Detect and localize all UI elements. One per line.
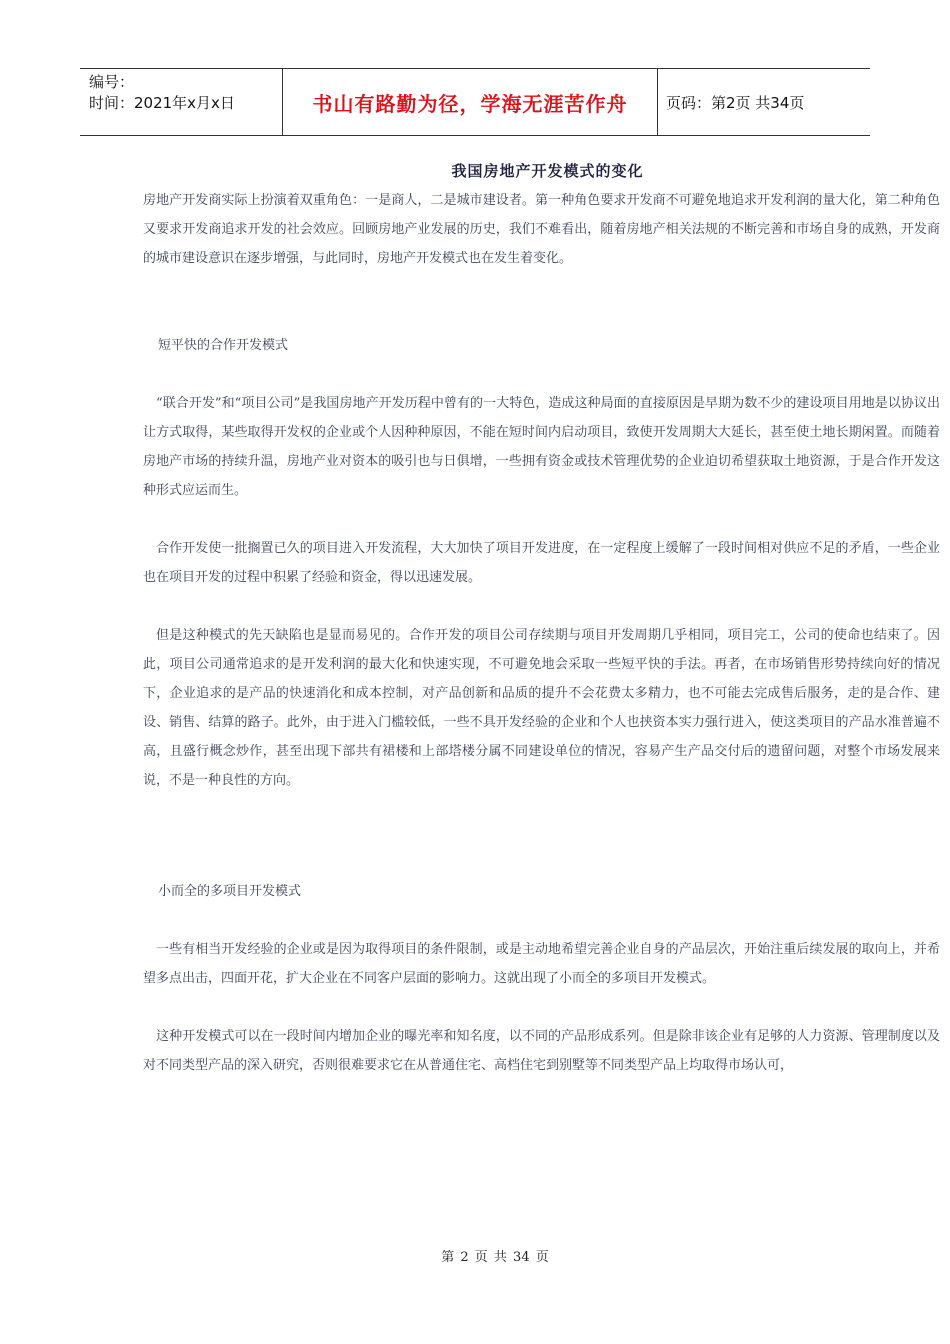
header-motto: 书山有路勤为径，学海无涯苦作舟 [282,69,658,135]
paragraph: “联合开发”和“项目公司”是我国房地产开发历程中曾有的一大特色，造成这种局面的直接原因是早期为数不少的建设项目用地是以协议出让方式取得，某些取得开发权的企业或个人因种种原因，不能在短时间内启动项目，致使开发周期大大延长，甚至使土地长期闲置。而随着房地产市场的持续升温，房地产业对资本的吸引也与日俱增，一些拥有资金或技术管理优势的企业迫切希望获取土地资源，于是合作开发这种形式应运而生。 [143,396,940,498]
section-heading: 小而全的多项目开发模式 [158,884,302,899]
paragraph: 这种开发模式可以在一段时间内增加企业的曝光率和知名度，以不同的产品形成系列。但是除非该企业有足够的人力资源、管理制度以及对不同类型产品的深入研究，否则很难要求它在从普通住宅、高档住宅到别墅等不同类型产品上均取得市场认可， [143,1029,940,1073]
section-heading: 短平快的合作开发模式 [158,338,289,353]
document-number-label: 编号： [89,73,135,91]
document-body [143,186,940,1080]
intro-paragraph: 房地产开发商实际上扮演着双重角色：一是商人，二是城市建设者。第一种角色要求开发商不可避免地追求开发利润的量大化，第二种角色又要求开发商追求开发的社会效应。回顾房地产业发展的历史，我们不难看出，随着房地产相关法规的不断完善和市场自身的成熟，开发商的城市建设意识在逐步增强，与此同时，房地产开发模式也在发生着变化。 [143,193,940,266]
document-title: 我国房地产开发模式的变化 [451,162,644,180]
document-date: 时间：2021年x月x日 [89,94,235,112]
header-table [80,68,870,136]
paragraph: 但是这种模式的先天缺陷也是显而易见的。合作开发的项目公司存续期与项目开发周期几乎相同，项目完工，公司的使命也结束了。因此，项目公司通常追求的是开发利润的最大化和快速实现，不可避免地会采取一些短平快的手法。再者，在市场销售形势持续向好的情况下，企业追求的是产品的快速消化和成本控制，对产品创新和品质的提升不会花费太多精力，也不可能去完成售后服务，走的是合作、建设、销售、结算的路子。此外，由于进入门槛较低，一些不具开发经验的企业和个人也挟资本实力强行进入，使这类项目的产品水准普遍不高，且盛行概念炒作，甚至出现下部共有裙楼和上部塔楼分属不同建设单位的情况，容易产生产品交付后的遗留问题，对整个市场发展来说，不是一种良性的方向。 [143,628,940,788]
header-meta [80,69,282,135]
paragraph: 合作开发使一批搁置已久的项目进入开发流程，大大加快了项目开发进度，在一定程度上缓解了一段时间相对供应不足的矛盾，一些企业也在项目开发的过程中积累了经验和资金，得以迅速发展。 [143,541,940,585]
page-footer: 第 2 页 共 34 页 [441,1250,549,1265]
header-page-info: 页码：第2页 共34页 [666,93,805,112]
paragraph: 一些有相当开发经验的企业或是因为取得项目的条件限制，或是主动地希望完善企业自身的产品层次，开始注重后续发展的取向上，并希望多点出击，四面开花，扩大企业在不同客户层面的影响力。这就出现了小而全的多项目开发模式。 [143,942,940,986]
